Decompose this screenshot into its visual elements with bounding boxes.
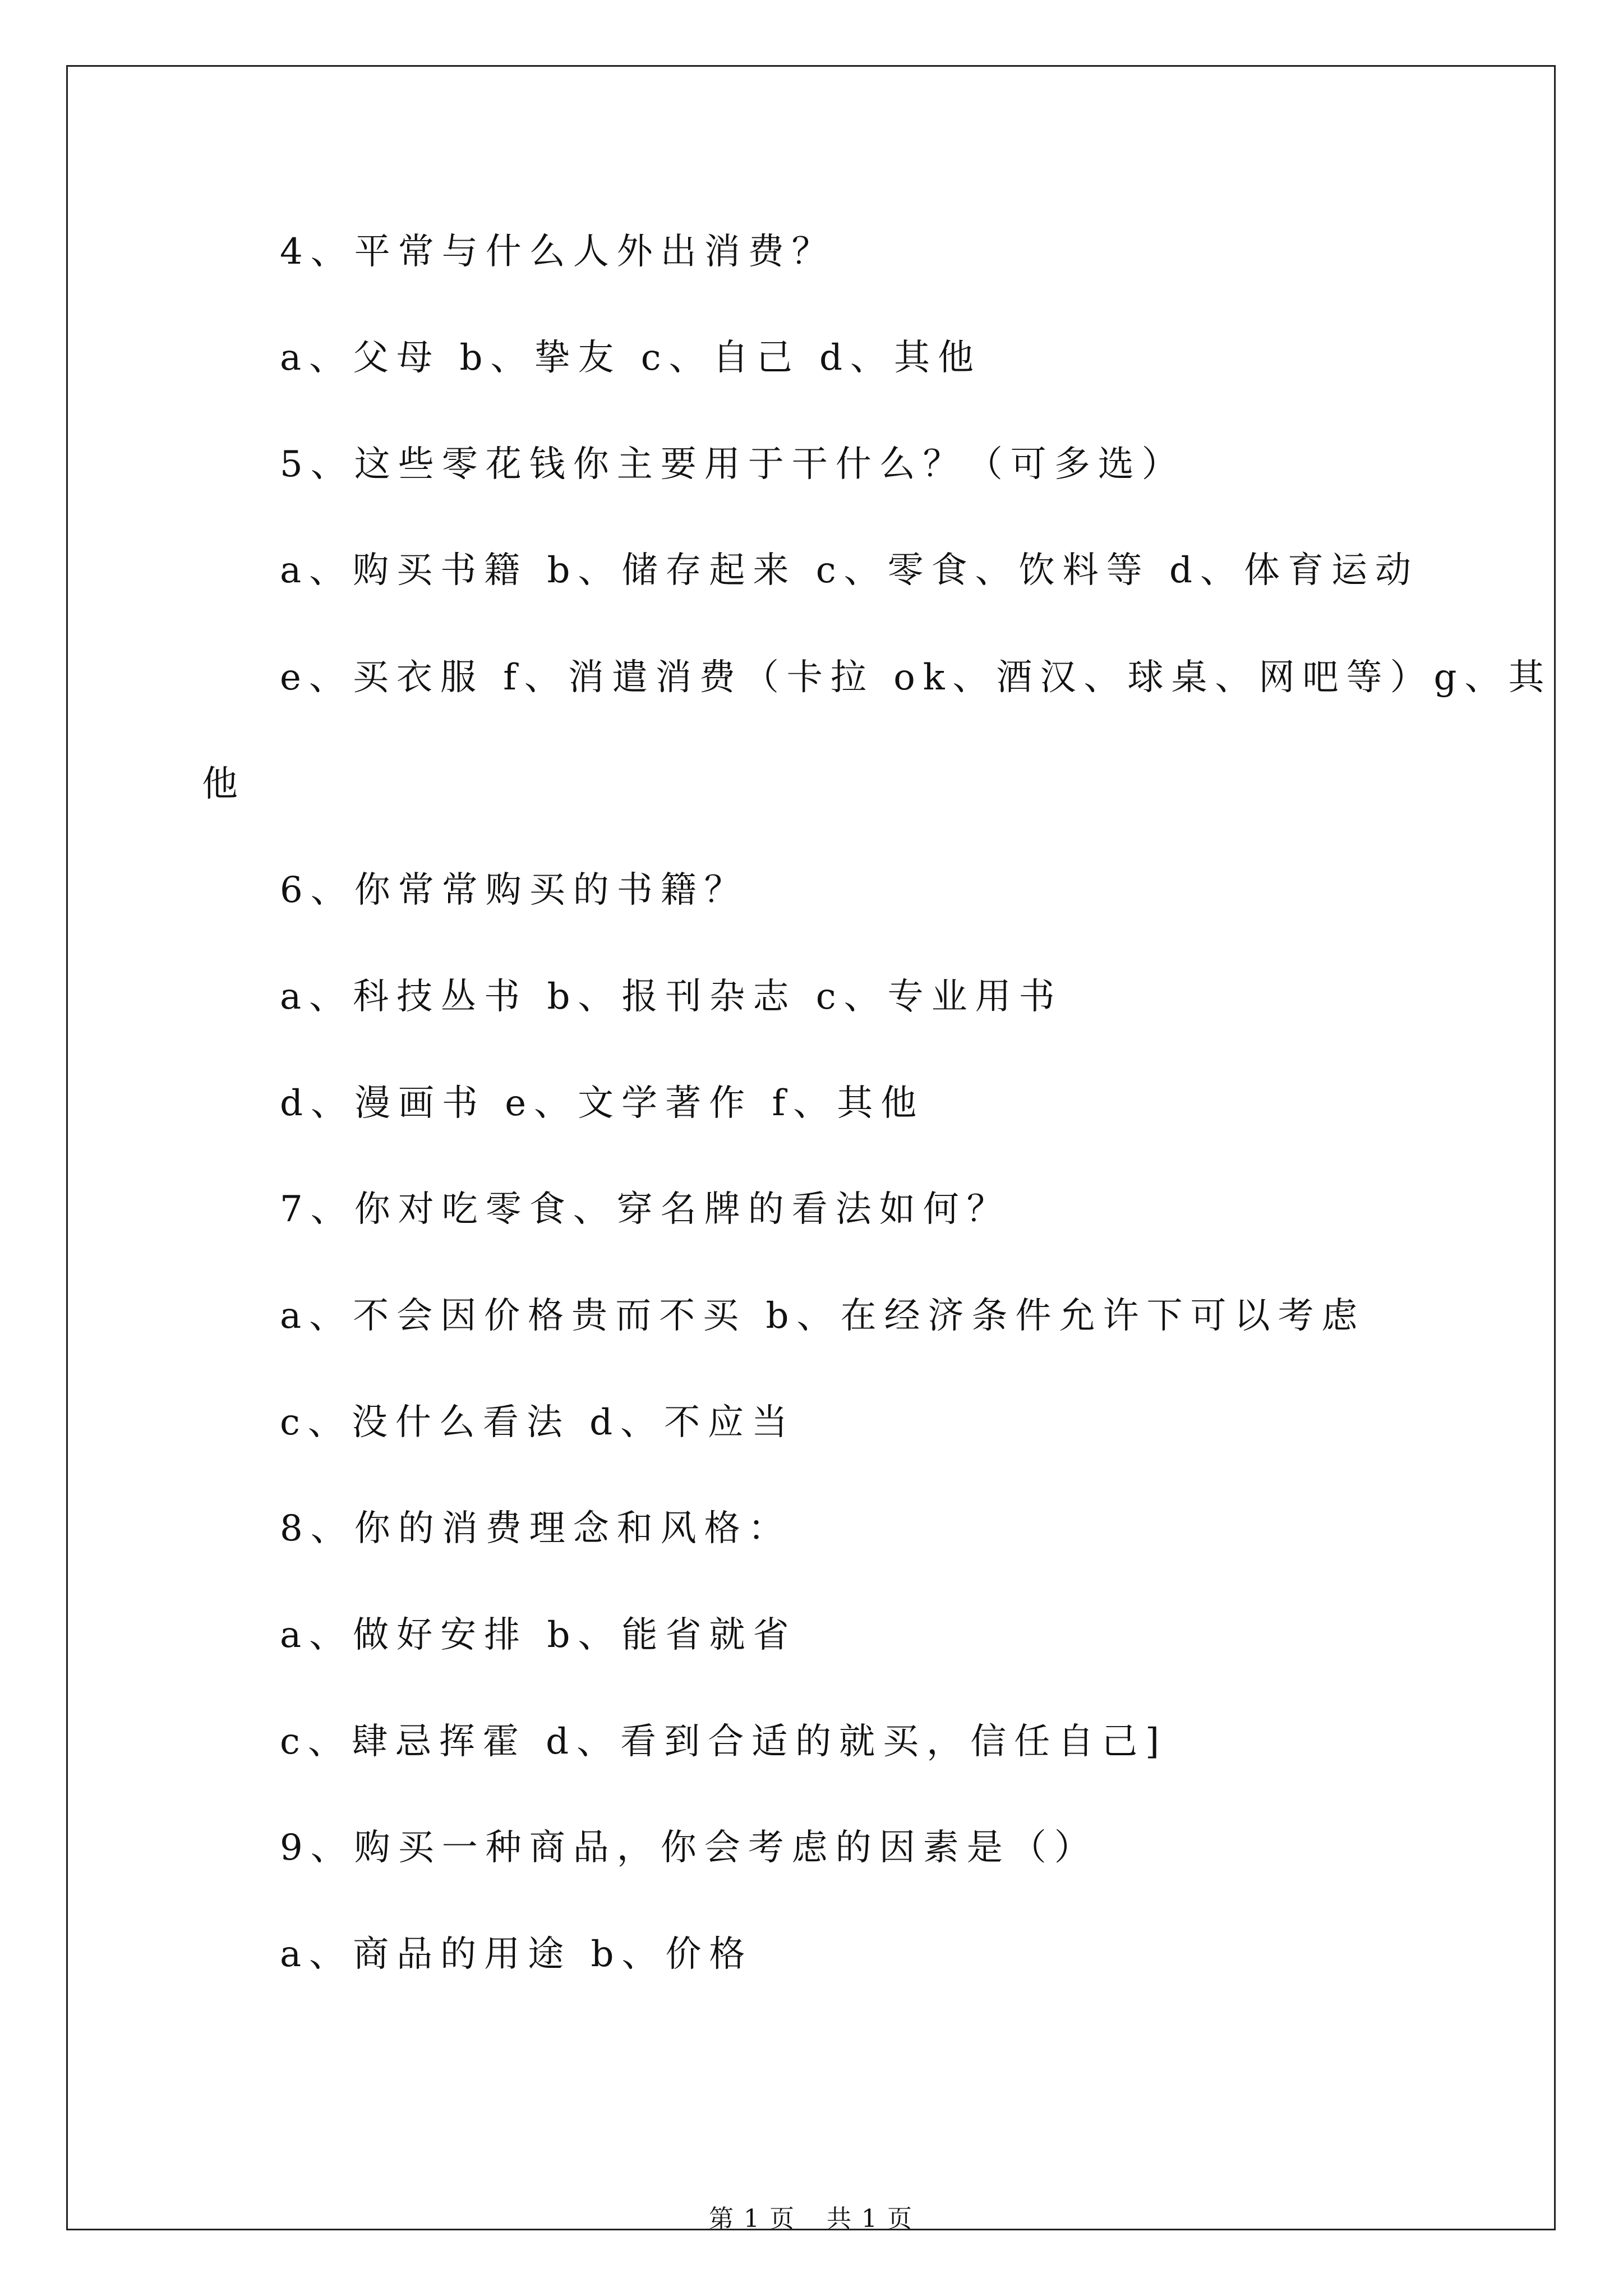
question-5-options-line-3: 他 [202, 763, 246, 805]
page-frame [66, 65, 1556, 2233]
question-7: 7、你对吃零食、穿名牌的看法如何？ [280, 1189, 1011, 1230]
page-number: 第 1 页 [709, 2205, 795, 2233]
page-footer [68, 2198, 1554, 2234]
question-9-options: a、商品的用途 b、价格 [280, 1934, 753, 1975]
question-5: 5、这些零花钱你主要用于干什么？（可多选） [280, 444, 1186, 485]
question-4-options: a、父母 b、挚友 c、自己 d、其他 [280, 337, 981, 379]
question-5-options-line-2: e、买衣服 f、消遣消费（卡拉 ok、酒汉、球桌、网吧等）g、其 [280, 657, 1552, 698]
document-body [68, 67, 1554, 2229]
question-6: 6、你常常购买的书籍？ [280, 869, 748, 911]
question-8-options-line-1: a、做好安排 b、能省就省 [280, 1614, 797, 1656]
question-9: 9、购买一种商品，你会考虑的因素是（） [280, 1827, 1098, 1869]
question-7-options-line-2: c、没什么看法 d、不应当 [280, 1402, 796, 1443]
question-7-options-line-1: a、不会因价格贵而不买 b、在经济条件允许下可以考虑 [280, 1295, 1366, 1337]
question-6-options-line-1: a、科技丛书 b、报刊杂志 c、专业用书 [280, 976, 1063, 1018]
question-4: 4、平常与什么人外出消费？ [280, 231, 836, 273]
question-8: 8、你的消费理念和风格： [280, 1508, 792, 1549]
page-total: 共 1 页 [827, 2205, 913, 2233]
question-8-options-line-2: c、肆忌挥霍 d、看到合适的就买，信任自己] [280, 1721, 1168, 1763]
question-5-options-line-1: a、购买书籍 b、储存起来 c、零食、饮料等 d、体育运动 [280, 550, 1419, 591]
question-6-options-line-2: d、漫画书 e、文学著作 f、其他 [280, 1083, 925, 1124]
